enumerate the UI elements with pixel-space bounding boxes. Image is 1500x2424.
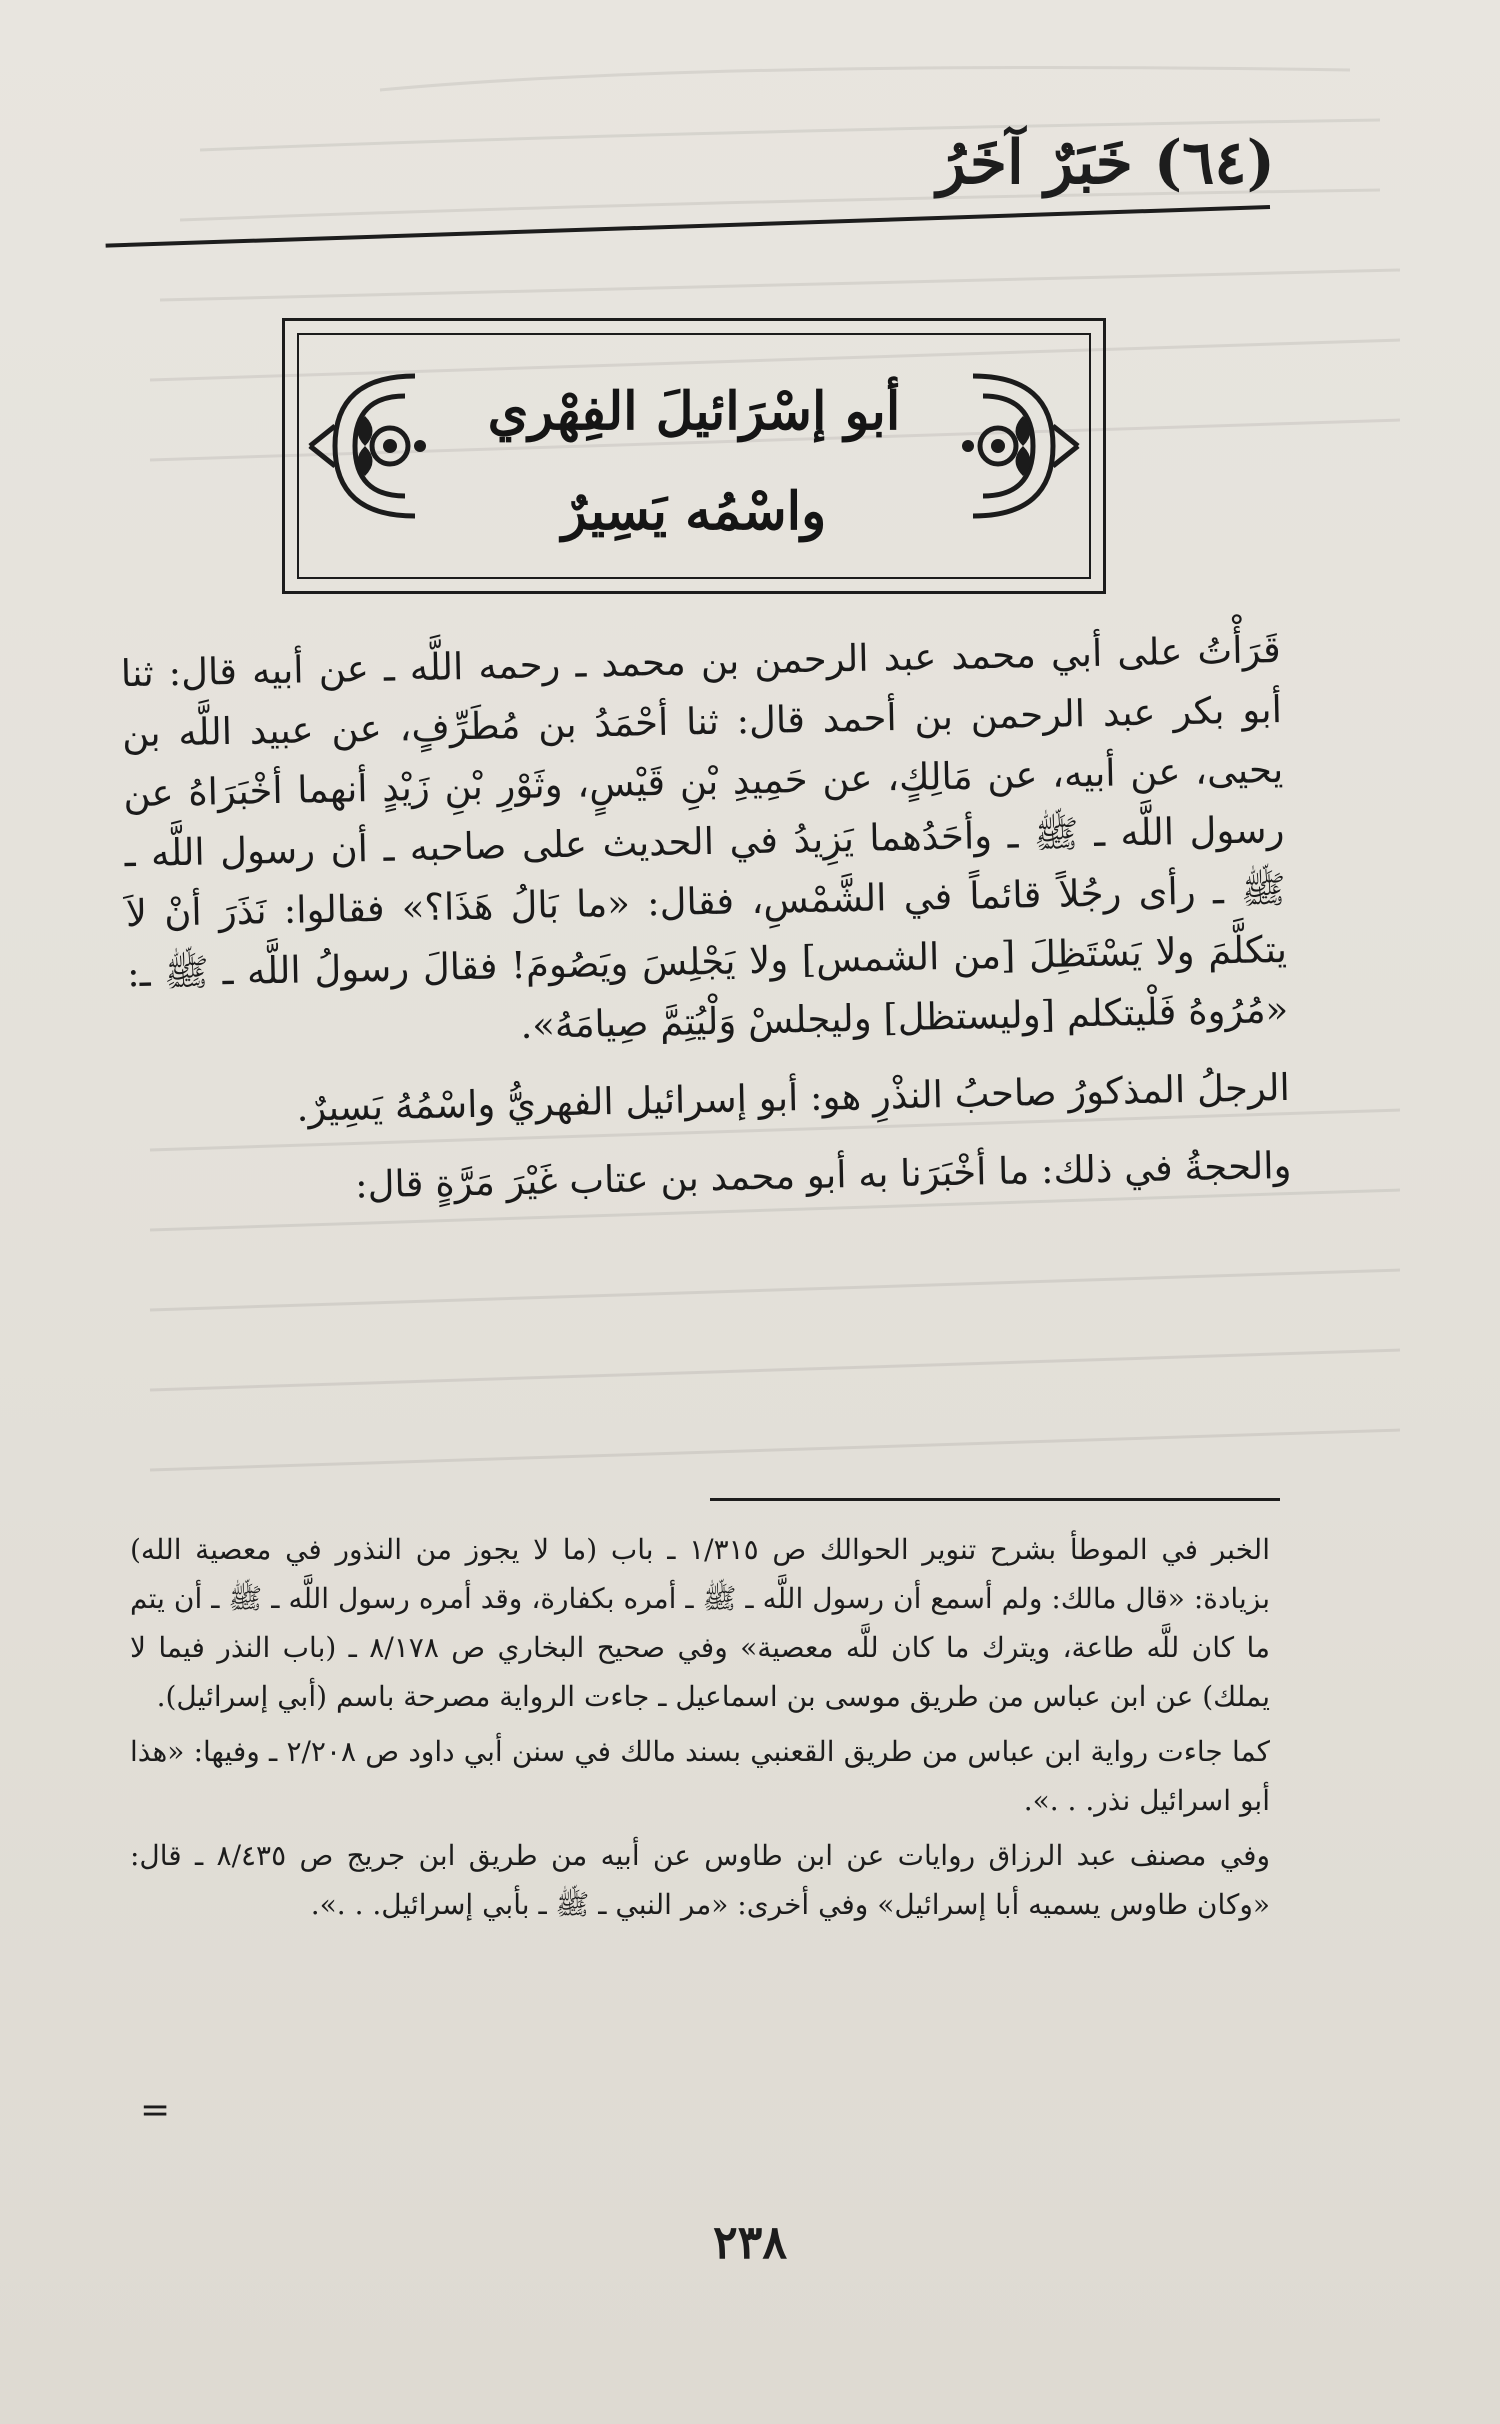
box-title-line1: أبو إسْرَائيلَ الفِهْري: [487, 381, 901, 442]
chapter-header: [110, 128, 1275, 198]
box-title-line2: واسْمُه يَسِيرٌ: [561, 481, 827, 542]
main-text: [120, 620, 1292, 1220]
ornament-left-icon: [295, 356, 435, 536]
continuation-mark: =: [140, 2090, 171, 2131]
page-number: ٢٣٨: [712, 2215, 788, 2269]
header-rule: [106, 205, 1270, 248]
chapter-title: (٦٤) خَبَرٌ آخَرُ: [936, 128, 1275, 198]
footnote-paragraph: الخبر في الموطأ بشرح تنوير الحوالك ص ١/٣١٥ ـ باب (ما لا يجوز من النذور في معصية الله) بزيادة: «قال مالك: ولم أسمع أن رسول اللَّه ـ ﷺ ـ أمره بكفارة، وقد أمره رسول اللَّه ـ ﷺ ـ أن يتم ما كان للَّه طاعة، ويترك ما كان للَّه معصية» وفي صحيح البخاري ص ٨/١٧٨ ـ (باب النذر فيما لا يملك) عن ابن عباس من طريق موسى بن اسماعيل ـ جاءت الرواية مصرحة باسم (أبي إسرائيل).: [130, 1533, 1271, 1713]
main-paragraph: قَرَأْتُ على أبي محمد عبد الرحمن بن محمد ـ رحمه اللَّه ـ عن أبيه قال: ثنا أبو بكر عبد الرحمن بن أحمد قال: ثنا أحْمَدُ بن مُطَرِّفٍ، عن عبيد اللَّه بن يحيى، عن أبيه، عن مَالِكٍ، عن حَمِيدِ بْنِ قَيْسٍ، وثَوْرِ بْنِ زَيْدٍ أنهما أخْبَرَاهُ عن رسول اللَّه ـ ﷺ ـ وأحَدُهما يَزِيدُ في الحديث على صاحبه ـ أن رسول اللَّه ـ ﷺ ـ رأى رجُلاً قائماً في الشَّمْسِ، فقال: «ما بَالُ هَذَا؟» فقالوا: نَذَرَ أنْ لاَ يتكلَّمَ ولا يَسْتَظِلَ [من الشمس] ولا يَجْلِسَ ويَصُومَ! فقالَ رسولُ اللَّه ـ ﷺ ـ: «مُرُوهُ فَلْيتكلم [وليستظل] وليجلسْ وَلْيُتِمَّ صِيامَهُ».: [120, 627, 1289, 1047]
footnote-paragraph: كما جاءت رواية ابن عباس من طريق القعنبي بسند مالك في سنن أبي داود ص ٢/٢٠٨ ـ وفيها: «هذا أبو اسرائيل نذر. . .».: [130, 1735, 1270, 1817]
footnote-separator: [710, 1498, 1280, 1501]
main-paragraph: والحجةُ في ذلك: ما أخْبَرَنا به أبو محمد بن عتاب غَيْرَ مَرَّةٍ قال:: [354, 1143, 1292, 1207]
title-frame: [282, 318, 1106, 594]
main-paragraph: الرجلُ المذكورُ صاحبُ النذْرِ هو: أبو إسرائيل الفهريُّ واسْمُهُ يَسِيرٌ.: [296, 1065, 1291, 1130]
ornament-right-icon: [953, 356, 1093, 536]
footnote-paragraph: وفي مصنف عبد الرزاق روايات عن ابن طاوس عن أبيه من طريق ابن جريج ص ٨/٤٣٥ ـ قال: «وكان طاوس يسميه أبا إسرائيل» وفي أخرى: «مر النبي ـ ﷺ ـ بأبي إسرائيل. . .».: [130, 1839, 1270, 1921]
footnotes: [130, 1525, 1270, 1929]
